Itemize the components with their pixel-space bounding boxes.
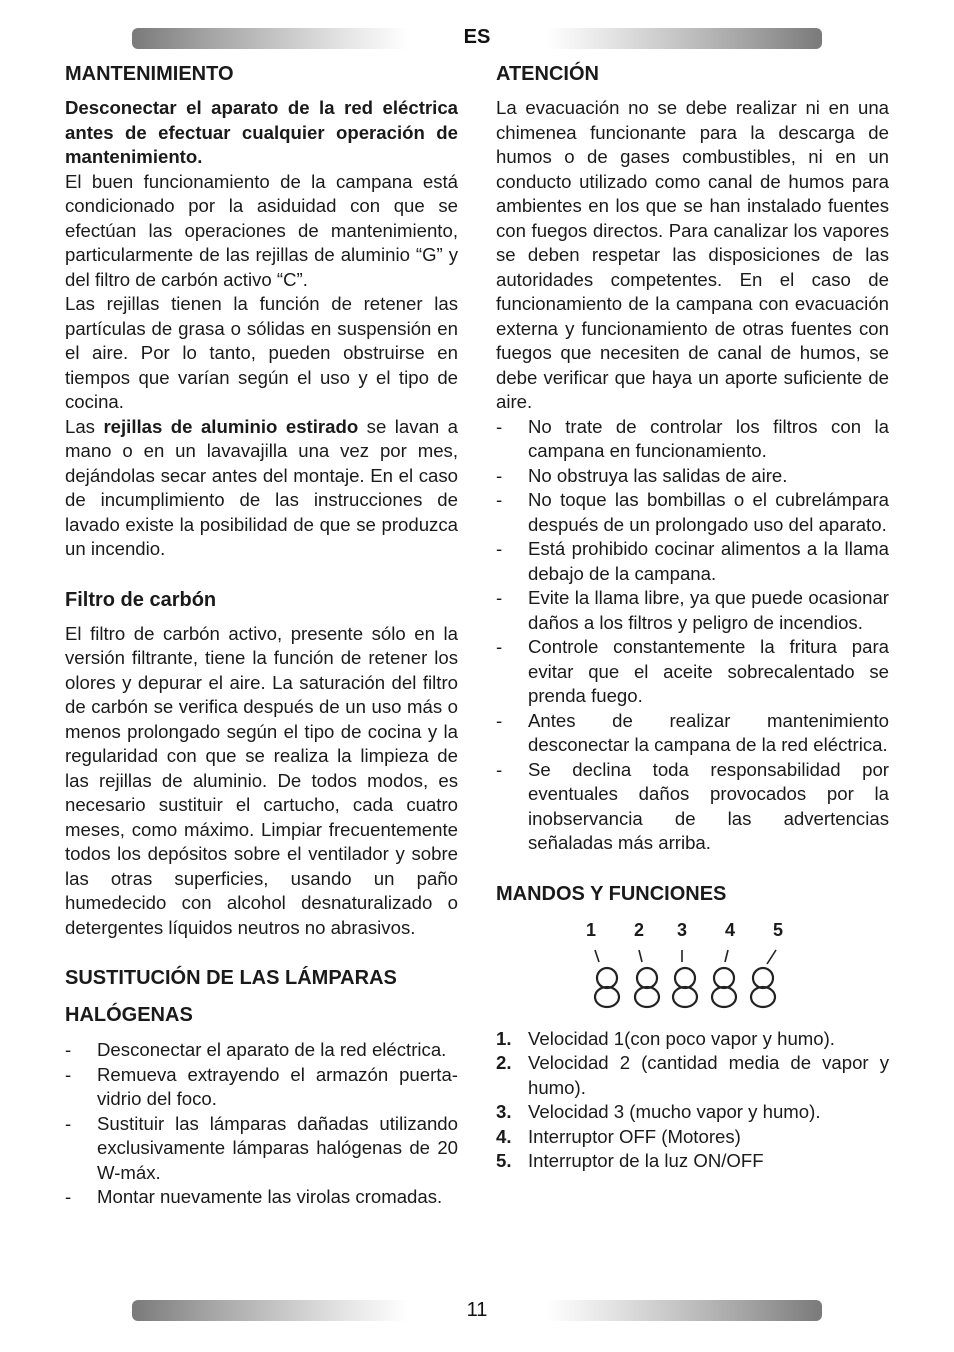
knob-number: 2 [633,919,644,940]
language-label: ES [463,26,491,48]
controls-list [496,1027,889,1174]
lamps-heading-line-1: SUSTITUCIÓN DE LAS LÁMPARAS [65,967,397,989]
attention-heading: ATENCIÓN [496,63,599,85]
knob-label-3 [667,918,697,940]
list-item: - Montar nuevamente las virolas cromadas. [65,1185,458,1210]
knob-label-2 [624,918,654,940]
pointer-line-1 [595,950,599,962]
knob-2-icon [635,968,659,1007]
item-number: 3. [496,1101,512,1122]
list-item [496,1125,889,1150]
knob-icons [595,968,775,1007]
list-item [496,1051,889,1100]
list-item: - Está prohibido cocinar alimentos a la llama debajo de la campana. [496,537,889,586]
list-item: - Remueva extrayendo el armazón puerta-vidrio del foco. [65,1063,458,1112]
list-item: - No toque las bombillas o el cubrelámpara después de un prolongado uso del aparato. [496,488,889,537]
knob-label-4 [715,918,745,940]
item-number: 5. [496,1150,512,1171]
maintenance-p3-bold: rejillas de aluminio estirado [103,415,359,437]
item-text: Velocidad 3 (mucho vapor y humo). [528,1101,821,1122]
knob-number: 5 [772,919,783,940]
carbon-filter-paragraph: El filtro de carbón activo, presente sólo en la versión filtrante, tiene la función de retener los olores y depurar el aire. La saturación del filtro de carbón se verifica después de un uso más o menos prolongado según el tipo de cocina y la regularidad con que se realiza la limpieza de las rejillas de aluminio. De todos modos, es necesario sustituir el cartucho, cada cuatro meses, como máximo. Limpiar frecuentemente todos los depósitos sobre el ventilador y sobre las otras superficies, usando un paño humedecido con alcohol desnaturalizado o detergentes líquidos neutros no abrasivos. [65,622,458,938]
knob-4-icon [712,968,736,1007]
lamps-list [65,1038,458,1210]
list-item: - Evite la llama libre, ya que puede ocasionar daños a los filtros y peligro de incendios. [496,586,889,635]
item-number: 4. [496,1125,512,1147]
attention-paragraph: La evacuación no se debe realizar ni en una chimenea funcionante para la descarga de humos o de gases combustibles, ni en un conducto utilizado como canal de humos para ambientes en los que se han instalado fuentes con fuegos directos. Para canalizar los vapores se deben respetar las disposiciones de las autoridades competentes. En el caso de funcionamiento de la campana con evacuación externa y funcionamiento de otras fuentes con fuegos que necesiten de canal de humos, se debe verificar que haya un aporte suficiente de aire. [496,97,889,412]
knob-5-icon [751,968,775,1007]
knob-number: 1 [585,919,596,940]
knob-3-icon [673,968,697,1007]
maintenance-warning: Desconectar el aparato de la red eléctrica antes de efectuar cualquier operación de mantenimiento. [65,97,458,167]
list-item [496,1027,889,1052]
item-text: Interruptor de la luz ON/OFF [528,1150,764,1171]
knob-number: 3 [676,919,687,940]
maintenance-paragraph-2: Las rejillas tienen la función de retener las partículas de grasa o sólidas en suspensión en el aire. Por lo tanto, pueden obstruirse en tiempos que varían según el uso y el tipo de cocina. [65,293,458,412]
carbon-filter-heading: Filtro de carbón [65,588,217,611]
lamps-heading-line-2: HALÓGENAS [65,1004,193,1026]
list-item: - Desconectar el aparato de la red eléctrica. [65,1038,458,1063]
knob-1-icon [595,968,619,1007]
maintenance-heading: MANTENIMIENTO [65,63,234,85]
page-number: 11 [466,1299,488,1321]
knob-label-5 [763,918,793,940]
item-number: 2. [496,1052,512,1073]
controls-heading: MANDOS Y FUNCIONES [496,882,727,905]
list-item: - Se declina toda responsabilidad por eventuales daños provocados por la inobservancia de las advertencias señaladas más arriba. [496,758,889,856]
list-item: - Antes de realizar mantenimiento desconectar la campana de la red eléctrica. [496,709,889,758]
item-text: Velocidad 2 (cantidad media de vapor y humo). [528,1052,889,1098]
maintenance-p3-end: se lavan a mano o en un lavavajilla una vez por mes, dejándolas secar antes del montaje. En el caso de incumplimiento de las instrucciones de lavado existe la posibilidad de que se produzca un incendio. [65,415,458,559]
pointer-line-2 [639,950,642,962]
list-item [496,1100,889,1125]
list-item: - Sustituir las lámparas dañadas utilizando exclusivamente lámparas halógenas de 20 W-máx. [65,1112,458,1186]
list-item: - No obstruya las salidas de aire. [496,464,889,489]
knob-label-1 [576,918,606,940]
item-text: Velocidad 1(con poco vapor y humo). [528,1027,835,1049]
maintenance-paragraph-3 [65,415,458,562]
item-text: Interruptor OFF (Motores) [528,1125,741,1147]
maintenance-paragraph-1: El buen funcionamiento de la campana está condicionado por la asiduidad con que se efectúan las operaciones de mantenimiento, particularmente de las rejillas de aluminio “G” y del filtro de carbón activo “C”. [65,170,458,290]
left-column [65,60,458,1210]
list-item [496,1149,889,1174]
knob-number: 4 [724,919,735,940]
item-number: 1. [496,1027,512,1049]
list-item: - Controle constantemente la fritura para evitar que el aceite sobrecalentado se prenda fuego. [496,635,889,709]
attention-list [496,415,889,856]
pointer-line-4 [725,950,728,962]
maintenance-p3-start: Las [65,415,104,437]
right-column [496,60,889,1174]
control-panel-diagram [496,918,889,1013]
pointer-line-5 [767,950,776,964]
list-item: - No trate de controlar los filtros con la campana en funcionamiento. [496,415,889,464]
